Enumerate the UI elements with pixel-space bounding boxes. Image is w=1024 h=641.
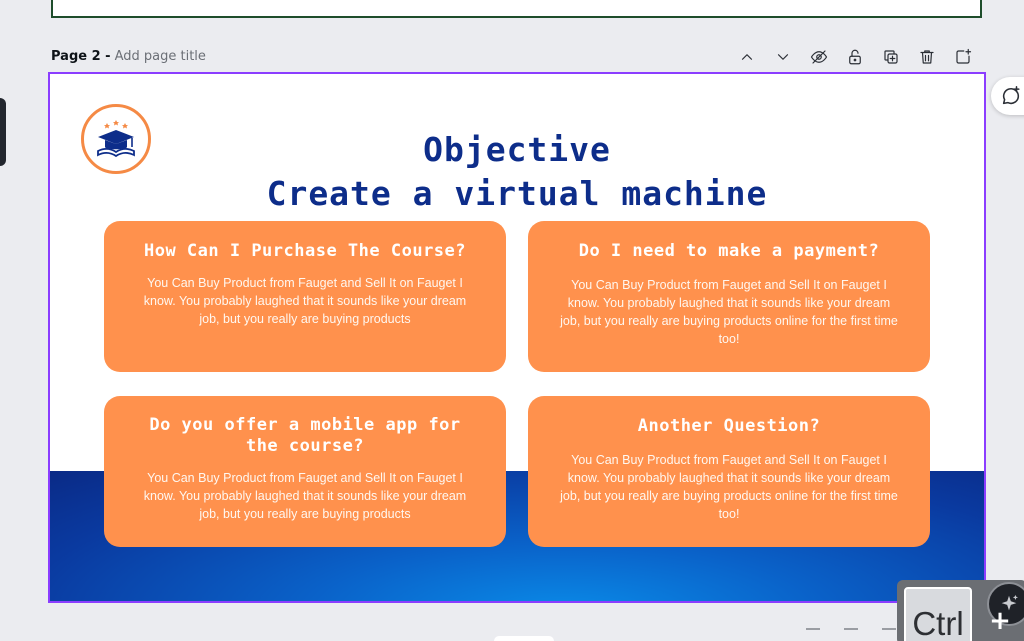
- page-number-label: Page 2 -: [51, 48, 111, 64]
- add-page-icon: [954, 48, 972, 66]
- design-canvas[interactable]: [48, 72, 986, 603]
- plus-key-indicator: +: [989, 606, 1011, 636]
- trash-icon: [918, 48, 936, 66]
- page-heading[interactable]: [50, 128, 984, 216]
- faq-card-heading: Another Question?: [637, 416, 821, 436]
- add-comment-button[interactable]: [991, 77, 1024, 115]
- faq-card-1[interactable]: [104, 221, 506, 372]
- faq-card-heading: How Can I Purchase The Course?: [143, 241, 467, 261]
- faq-card-heading: Do you offer a mobile app for the course?: [149, 415, 461, 456]
- faq-card-2[interactable]: [528, 221, 930, 372]
- duplicate-icon: [882, 48, 900, 66]
- faq-card-3[interactable]: [104, 396, 506, 547]
- faq-card-body: You Can Buy Product from Fauget and Sell It on Fauget I know. You probably laughed that it sounds like your dream job, but you really are buying products online for the first time too!: [560, 453, 898, 521]
- previous-page-bottom: [51, 0, 982, 18]
- page-title-input[interactable]: Add page title: [114, 48, 206, 64]
- heading-line-subtitle: Create a virtual machine: [266, 174, 768, 213]
- next-page-toolbar: [806, 628, 898, 641]
- page-header: [51, 46, 206, 66]
- lock-page-button[interactable]: [844, 46, 866, 68]
- comment-plus-icon: [1000, 85, 1022, 107]
- delete-page-button[interactable]: [916, 46, 938, 68]
- scroll-indicator[interactable]: [494, 636, 554, 641]
- faq-card-body: You Can Buy Product from Fauget and Sell It on Fauget I know. You probably laughed that it sounds like your dream job, but you really are buying products: [143, 471, 467, 521]
- chevron-up-icon: [738, 48, 756, 66]
- page-toolbar: [736, 44, 974, 70]
- next-toolbar-item[interactable]: [882, 628, 896, 641]
- hide-page-button[interactable]: [808, 46, 830, 68]
- unlock-icon: [846, 48, 864, 66]
- faq-card-body: You Can Buy Product from Fauget and Sell It on Fauget I know. You probably laughed that it sounds like your dream job, but you really are buying products online for the first time too!: [560, 278, 898, 346]
- move-page-up-button[interactable]: [736, 46, 758, 68]
- heading-line-objective: Objective: [423, 130, 611, 169]
- duplicate-page-button[interactable]: [880, 46, 902, 68]
- next-toolbar-item[interactable]: [806, 628, 820, 641]
- next-page-header: [51, 630, 211, 641]
- add-page-button[interactable]: [952, 46, 974, 68]
- hide-eye-icon: [810, 48, 828, 66]
- side-panel-toggle[interactable]: [0, 98, 6, 166]
- chevron-down-icon: [774, 48, 792, 66]
- move-page-down-button[interactable]: [772, 46, 794, 68]
- faq-card-body: You Can Buy Product from Fauget and Sell It on Fauget I know. You probably laughed that it sounds like your dream job, but you really are buying products: [143, 276, 467, 326]
- next-toolbar-item[interactable]: [844, 628, 858, 641]
- ctrl-key-indicator: Ctrl: [904, 587, 972, 641]
- faq-card-4[interactable]: [528, 396, 930, 547]
- faq-card-heading: Do I need to make a payment?: [578, 241, 880, 261]
